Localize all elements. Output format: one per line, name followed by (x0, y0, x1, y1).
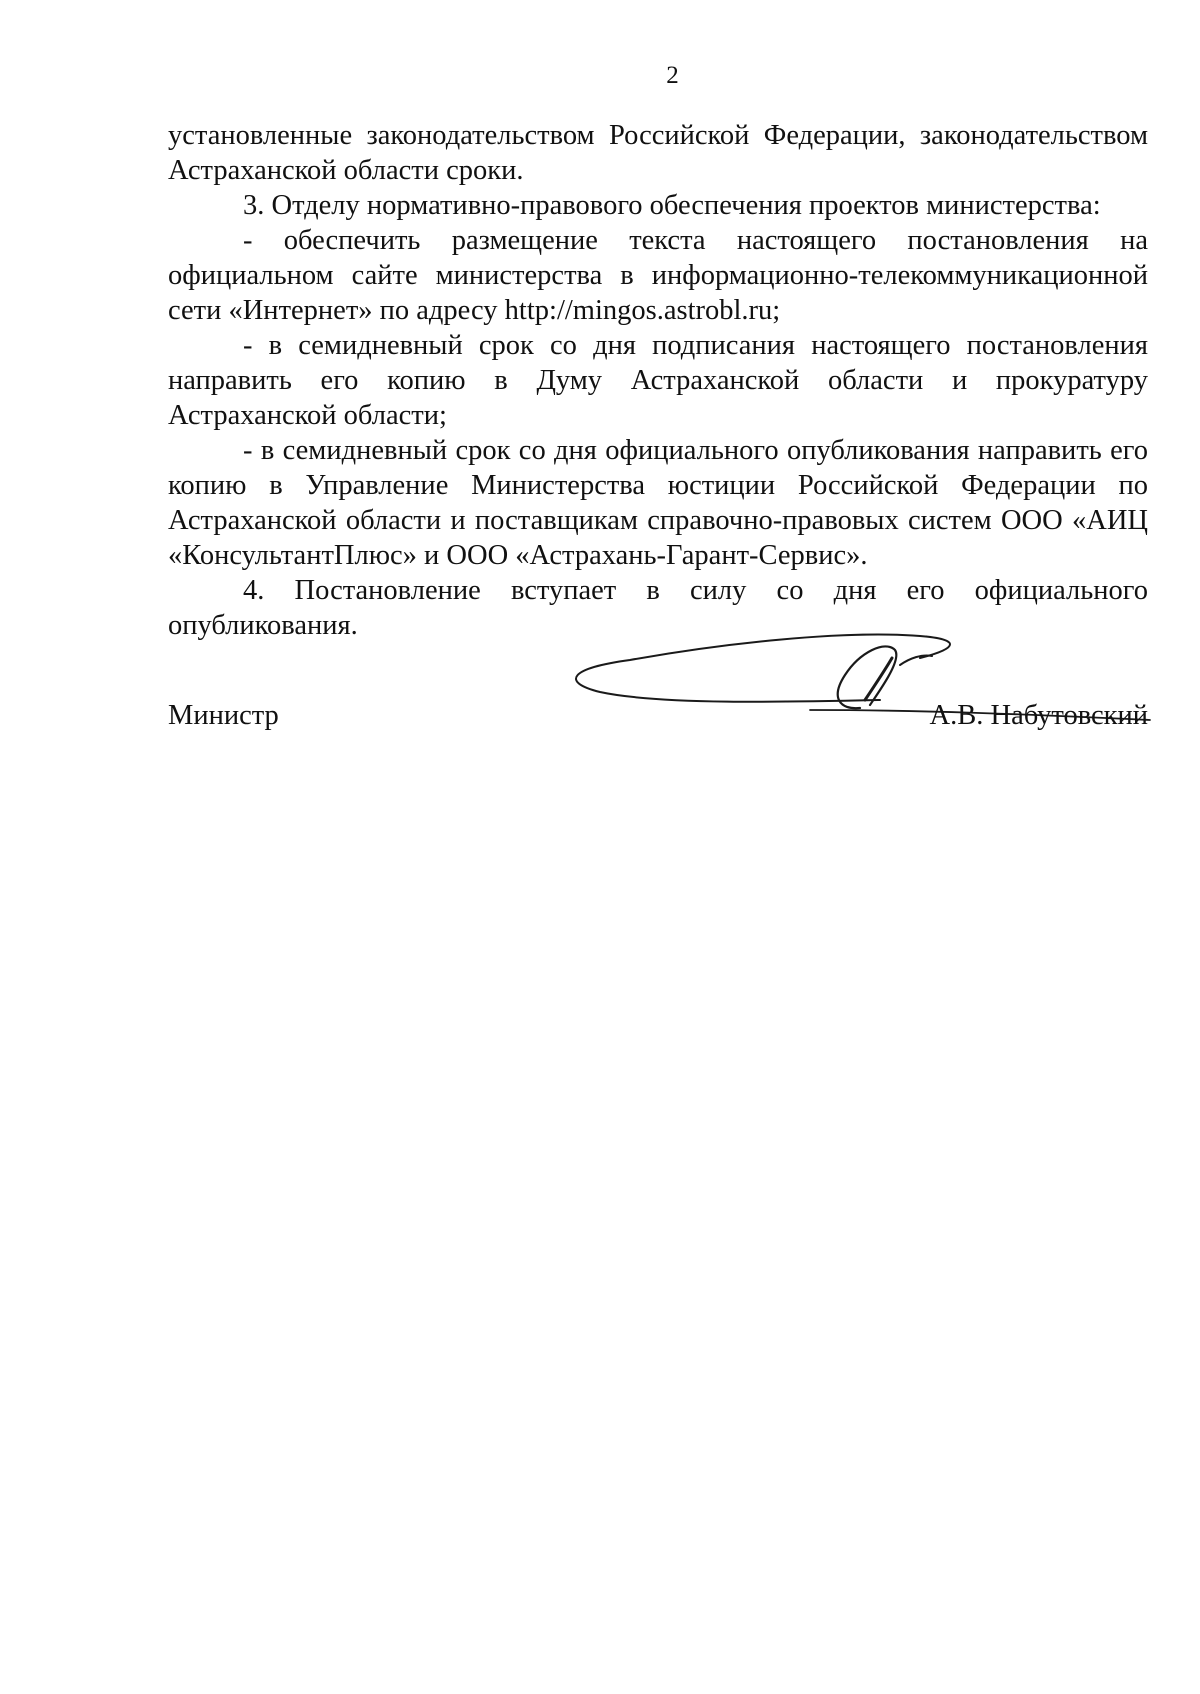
paragraph-3: - обеспечить размещение текста настоящего постановления на официальном сайте министерства в информационно-телекоммуникационной сети «Интернет» по адресу http://mingos.astrobl.ru; (168, 225, 1148, 326)
paragraph-2: 3. Отделу нормативно-правового обеспечения проектов министерства: (243, 190, 1101, 221)
signer-name: А.В. Набутовский (929, 700, 1148, 731)
paragraph-1: установленные законодательством Российской Федерации, законодательством Астраханской области сроки. (168, 120, 1148, 186)
page-number: 2 (666, 62, 679, 89)
signer-title: Министр (168, 700, 279, 731)
paragraph-5: - в семидневный срок со дня официального опубликования направить его копию в Управление Министерства юстиции Российской Федерации по Астраханской области и поставщикам справочно-правовых систем ООО «АИЦ «КонсультантПлюс» и ООО «Астрахань-Гарант-Сервис». (168, 435, 1148, 571)
document-body (168, 118, 1148, 643)
paragraph-6: 4. Постановление вступает в силу со дня его официального опубликования. (168, 575, 1148, 641)
paragraph-4: - в семидневный срок со дня подписания настоящего постановления направить его копию в Думу Астраханской области и прокуратуру Астраханской области; (168, 330, 1148, 431)
